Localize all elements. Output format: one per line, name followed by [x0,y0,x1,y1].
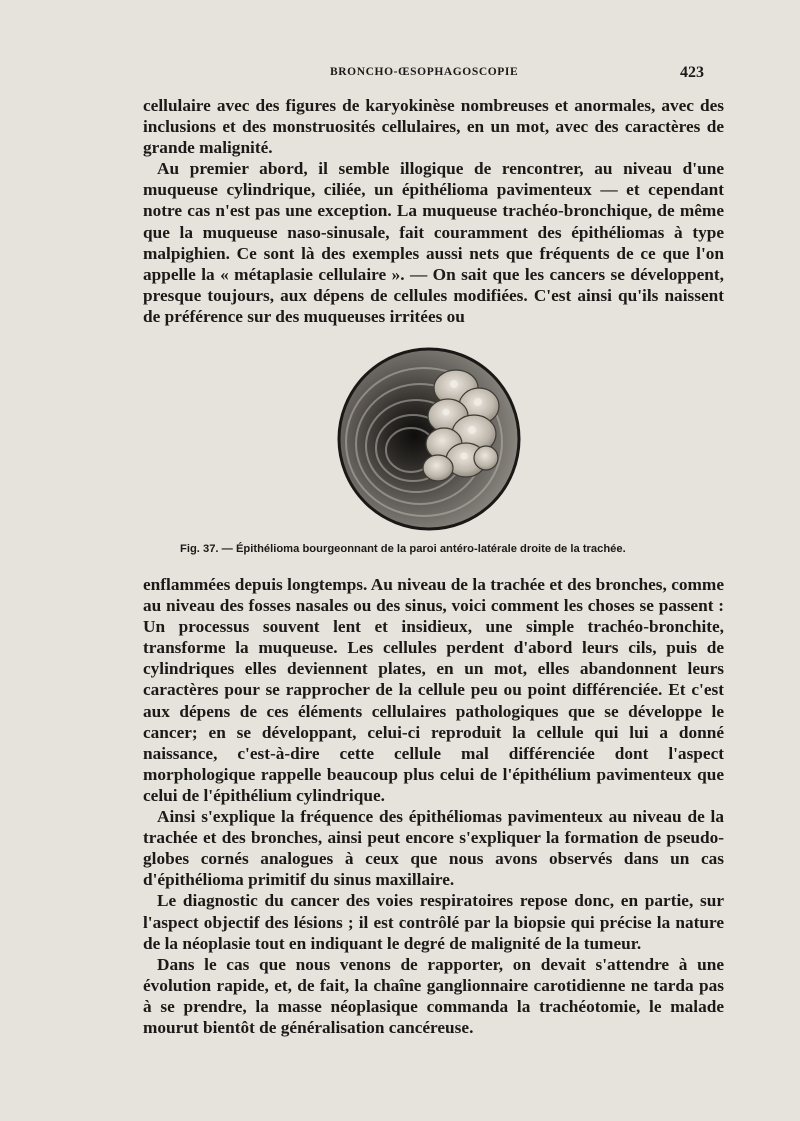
trachea-lumen-drawing [336,346,522,532]
text-block-bottom [143,574,724,1038]
running-title: BRONCHO-ŒSOPHAGOSCOPIE [330,66,519,78]
figure-caption: Fig. 37. — Épithélioma bourgeonnant de la paroi antéro-latérale droite de la trachée. [180,543,626,555]
text-block-top [143,95,724,327]
endoscopic-illustration [336,346,522,532]
page-number: 423 [680,64,704,81]
paragraph: Dans le cas que nous venons de rapporter, on devait s'attendre à une évolution rapide, et, de fait, la chaîne ganglionnaire carotidienne ne tarda pas à se prendre, la masse néoplasique commanda la trachéotomie, le malade mourut bientôt de généralisation cancéreuse. [143,954,724,1037]
paragraph: cellulaire avec des figures de karyokinèse nombreuses et anormales, avec des inclusions et des monstruosités cellulaires, en un mot, avec des caractères de grande malignité. [143,96,724,158]
paragraph: Le diagnostic du cancer des voies respiratoires repose donc, en partie, sur l'aspect objectif des lésions ; il est contrôlé par la biopsie qui précise la nature de la néoplasie tout en indiquant le degré de malignité de la tumeur. [143,891,724,953]
paragraph: Au premier abord, il semble illogique de rencontrer, au niveau d'une muqueuse cylindrique, ciliée, un épithélioma pavimenteux — et cependant notre cas n'est pas une exception. La muqueuse trachéo-bronchique, de même que la muqueuse naso-sinusale, fait couramment des épithéliomas à type malpighien. Ce sont là des exemples aussi nets que fréquents de ce que l'on appelle la « métaplasie cellulaire ». — On sait que les cancers se développent, presque toujours, aux dépens de cellules modifiées. C'est ainsi qu'ils naissent de préférence sur des muqueuses irritées ou [143,159,724,326]
paragraph: Ainsi s'explique la fréquence des épithéliomas pavimenteux au niveau de la trachée et des bronches, ainsi peut encore s'expliquer la formation de pseudo-globes cornés analogues à ceux que nous avons observés dans un cas d'épithélioma primitif du sinus maxillaire. [143,807,724,890]
paragraph: enflammées depuis longtemps. Au niveau de la trachée et des bronches, comme au niveau des fosses nasales ou des sinus, voici comment les choses se passent : Un processus souvent lent et insidieux, une simple trachéo-bronchite, transforme la muqueuse. Les cellules perdent d'abord leurs cils, puis de cylindriques elles deviennent plates, en un mot, elles abandonnent leurs caractères pour se rapprocher de la cellule peu ou point différenciée. Et c'est aux dépens de ces éléments cellulaires pathologiques que se développe le cancer; en se développant, celui-ci reproduit la cellule qui lui a donné naissance, c'est-à-dire cette cellule mal différenciée dont l'aspect morphologique rappelle beaucoup plus celui de l'épithélium pavimenteux que celui de l'épithélium cylindrique. [143,575,724,805]
page-header [0,64,800,86]
